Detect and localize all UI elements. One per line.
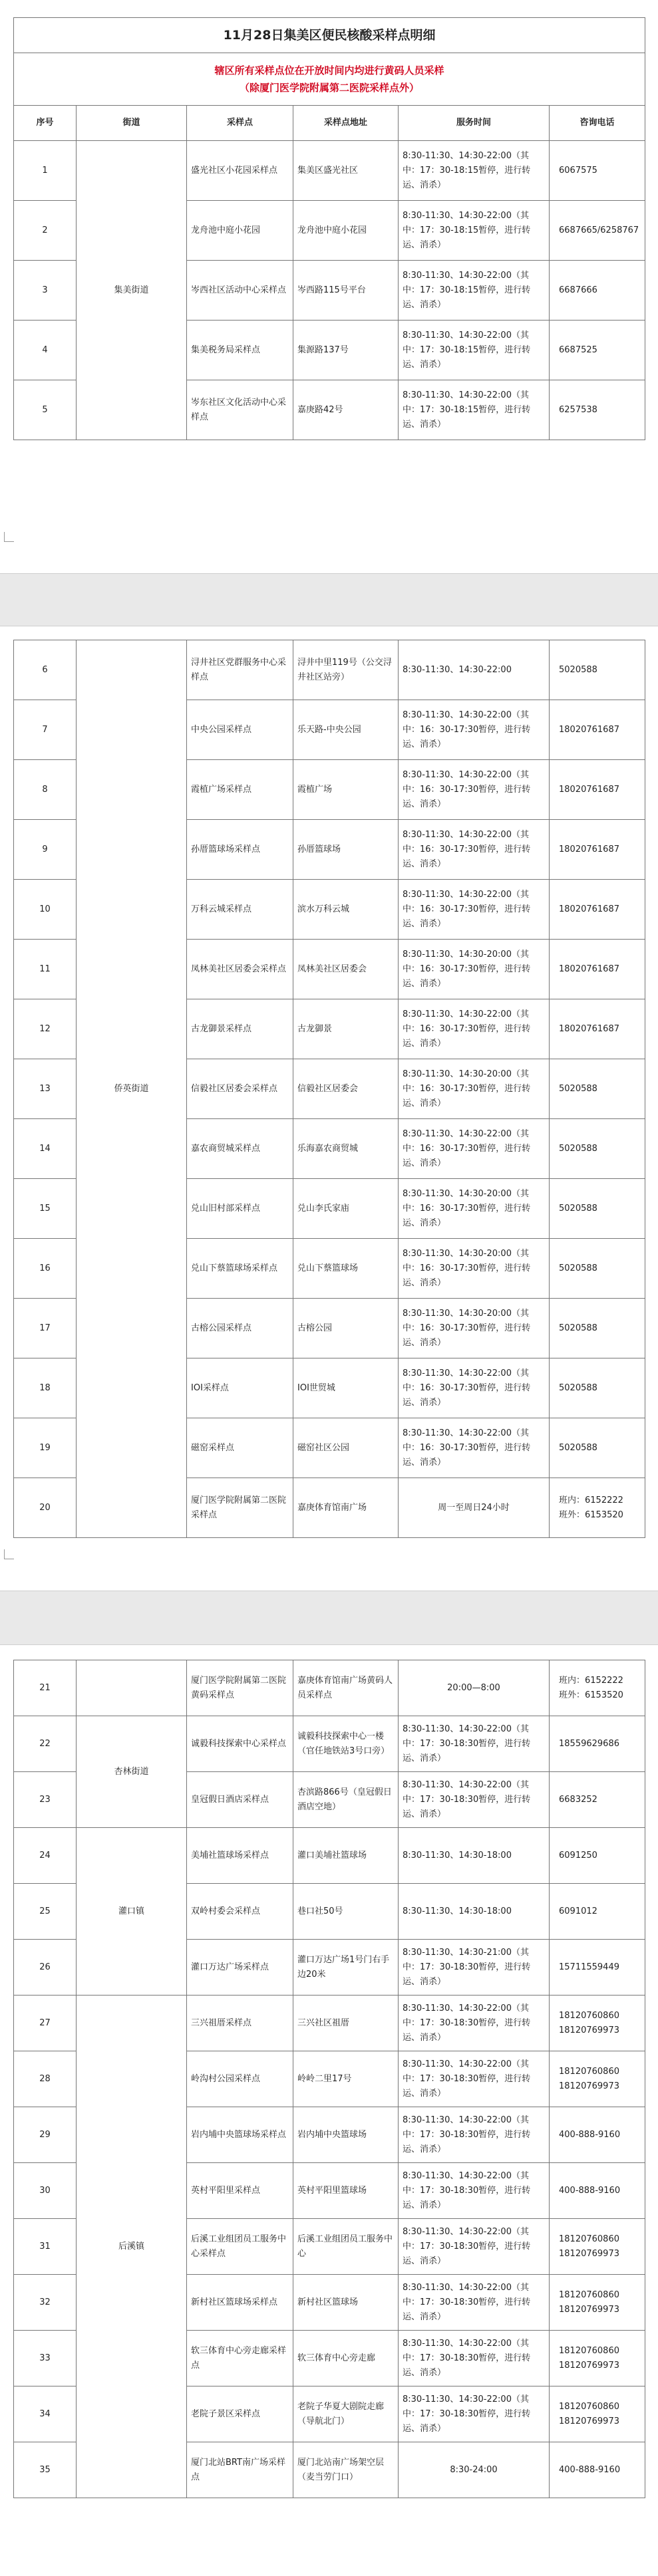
- row-no: 13: [14, 1059, 77, 1119]
- site-cell: 岑东社区文化活动中心采样点: [187, 380, 293, 440]
- site-cell: 厦门医学院附属第二医院采样点: [187, 1478, 293, 1538]
- header-site: 采样点: [187, 106, 293, 141]
- site-cell: IOI采样点: [187, 1358, 293, 1418]
- site-cell: 厦门北站BRT南广场采样点: [187, 2442, 293, 2498]
- phone-cell: 6257538: [550, 380, 645, 440]
- phone-cell: 18020761687: [550, 999, 645, 1059]
- row-no: 23: [14, 1772, 77, 1828]
- address-cell: 后溪工业组团员工服务中心: [293, 2219, 399, 2275]
- phone-cell: 6067575: [550, 141, 645, 201]
- site-cell: 中央公园采样点: [187, 700, 293, 760]
- table-row: [14, 1660, 645, 1716]
- phone-cell: 6687666: [550, 261, 645, 321]
- row-no: 21: [14, 1660, 77, 1716]
- phone-cell: 6687665/6258767: [550, 201, 645, 261]
- address-cell: 灌口万达广场1号门右手边20米: [293, 1940, 399, 1996]
- row-no: 3: [14, 261, 77, 321]
- site-cell: 古榕公园采样点: [187, 1299, 293, 1358]
- notice: [14, 53, 645, 106]
- phone-cell: [550, 2386, 645, 2442]
- phone-cell: 5020588: [550, 1239, 645, 1299]
- address-cell: 杏滨路866号（皇冠假日酒店空地）: [293, 1772, 399, 1828]
- phone-line-2: 18120769973: [559, 2081, 619, 2091]
- row-no: 14: [14, 1119, 77, 1179]
- row-no: 12: [14, 999, 77, 1059]
- time-cell: 周一至周日24小时: [399, 1478, 550, 1538]
- site-cell: 浔井社区党群服务中心采样点: [187, 640, 293, 700]
- site-cell: 双岭村委会采样点: [187, 1884, 293, 1940]
- phone-cell: [550, 1478, 645, 1538]
- phone-cell: 18020761687: [550, 940, 645, 999]
- site-cell: 兑山下蔡篮球场采样点: [187, 1239, 293, 1299]
- page-separator: [0, 573, 658, 626]
- header-address: 采样点地址: [293, 106, 399, 141]
- phone-line-1: 班内：6152222: [559, 1495, 623, 1505]
- row-no: 29: [14, 2107, 77, 2163]
- page-2: [13, 640, 645, 1538]
- phone-cell: 18020761687: [550, 880, 645, 940]
- row-no: 32: [14, 2275, 77, 2331]
- phone-cell: [550, 2331, 645, 2386]
- site-cell: 诚毅科技探索中心采样点: [187, 1716, 293, 1772]
- address-cell: 信毅社区居委会: [293, 1059, 399, 1119]
- time-cell: 8:30-11:30、14:30-22:00（其中：17：30-18:30暂停，进行转运、消杀）: [399, 2275, 550, 2331]
- notice-line-1: 辖区所有采样点位在开放时间内均进行黄码人员采样: [214, 64, 444, 76]
- time-cell: 8:30-11:30、14:30-20:00（其中：16：30-17:30暂停，进行转运、消杀）: [399, 1059, 550, 1119]
- table-header: [14, 106, 645, 141]
- sampling-table-part-3: [13, 1660, 645, 2498]
- phone-line-1: 18120760860: [559, 2289, 619, 2300]
- address-cell: 乐海嘉农商贸城: [293, 1119, 399, 1179]
- address-cell: 英村平阳里篮球场: [293, 2163, 399, 2219]
- phone-line-1: 18120760860: [559, 2010, 619, 2021]
- page-title: 11月28日集美区便民核酸采样点明细: [14, 18, 645, 53]
- address-cell: 厦门北站南广场架空层（麦当劳门口）: [293, 2442, 399, 2498]
- phone-line-2: 18120769973: [559, 2248, 619, 2259]
- site-cell: 岩内埔中央篮球场采样点: [187, 2107, 293, 2163]
- phone-cell: 6091250: [550, 1828, 645, 1884]
- site-cell: 磁窑采样点: [187, 1418, 293, 1478]
- site-cell: 老院子景区采样点: [187, 2386, 293, 2442]
- page-3: [13, 1660, 645, 2498]
- address-cell: 三兴社区祖厝: [293, 1996, 399, 2051]
- header-no: 序号: [14, 106, 77, 141]
- table-row: [14, 640, 645, 700]
- row-no: 2: [14, 201, 77, 261]
- time-cell: 8:30-11:30、14:30-22:00（其中：17：30-18:15暂停，进行转运、消杀）: [399, 141, 550, 201]
- phone-cell: 6683252: [550, 1772, 645, 1828]
- address-cell: 兑山下蔡篮球场: [293, 1239, 399, 1299]
- phone-line-1: 400-888-9160: [559, 2129, 621, 2140]
- row-no: 11: [14, 940, 77, 999]
- row-no: 34: [14, 2386, 77, 2442]
- time-cell: 8:30-24:00: [399, 2442, 550, 2498]
- phone-cell: 5020588: [550, 1179, 645, 1239]
- site-cell: 软三体育中心旁走廊采样点: [187, 2331, 293, 2386]
- phone-cell: 18020761687: [550, 760, 645, 820]
- time-cell: 8:30-11:30、14:30-22:00: [399, 640, 550, 700]
- phone-cell: 5020588: [550, 1418, 645, 1478]
- row-no: 10: [14, 880, 77, 940]
- address-cell: 诚毅科技探索中心一楼（官任地铁站3号口旁）: [293, 1716, 399, 1772]
- street-cell: 后溪镇: [77, 1996, 187, 2498]
- time-cell: 8:30-11:30、14:30-22:00（其中：17：30-18:30暂停，进行转运、消杀）: [399, 1772, 550, 1828]
- address-cell: 古榕公园: [293, 1299, 399, 1358]
- time-cell: 8:30-11:30、14:30-20:00（其中：16：30-17:30暂停，进行转运、消杀）: [399, 1299, 550, 1358]
- address-cell: 兑山李氏家庙: [293, 1179, 399, 1239]
- row-no: 6: [14, 640, 77, 700]
- time-cell: 8:30-11:30、14:30-22:00（其中：16：30-17:30暂停，进行转运、消杀）: [399, 1358, 550, 1418]
- row-no: 22: [14, 1716, 77, 1772]
- time-cell: 8:30-11:30、14:30-22:00（其中：17：30-18:15暂停，进行转运、消杀）: [399, 321, 550, 380]
- row-no: 30: [14, 2163, 77, 2219]
- phone-cell: 18020761687: [550, 700, 645, 760]
- time-cell: 8:30-11:30、14:30-22:00（其中：16：30-17:30暂停，进行转运、消杀）: [399, 1418, 550, 1478]
- time-cell: 20:00—8:00: [399, 1660, 550, 1716]
- site-cell: 皇冠假日酒店采样点: [187, 1772, 293, 1828]
- row-no: 5: [14, 380, 77, 440]
- street-cell: 杏林街道: [77, 1716, 187, 1828]
- address-cell: 嘉庚路42号: [293, 380, 399, 440]
- phone-line-1: 18120760860: [559, 2234, 619, 2244]
- row-no: 26: [14, 1940, 77, 1996]
- street-cell: 灌口镇: [77, 1828, 187, 1996]
- row-no: 35: [14, 2442, 77, 2498]
- sampling-table-part-1: [13, 17, 645, 440]
- street-cell: [77, 1660, 187, 1716]
- address-cell: 龙舟池中庭小花园: [293, 201, 399, 261]
- address-cell: 巷口社50号: [293, 1884, 399, 1940]
- site-cell: 龙舟池中庭小花园: [187, 201, 293, 261]
- time-cell: 8:30-11:30、14:30-22:00（其中：17：30-18:30暂停，进行转运、消杀）: [399, 2386, 550, 2442]
- time-cell: 8:30-11:30、14:30-22:00（其中：17：30-18:30暂停，进行转运、消杀）: [399, 2219, 550, 2275]
- site-cell: 英村平阳里采样点: [187, 2163, 293, 2219]
- phone-cell: [550, 2219, 645, 2275]
- site-cell: 嘉农商贸城采样点: [187, 1119, 293, 1179]
- header-street: 街道: [77, 106, 187, 141]
- time-cell: 8:30-11:30、14:30-21:00（其中：17：30-18:30暂停，进行转运、消杀）: [399, 1940, 550, 1996]
- time-cell: 8:30-11:30、14:30-22:00（其中：16：30-17:30暂停，进行转运、消杀）: [399, 1119, 550, 1179]
- time-cell: 8:30-11:30、14:30-22:00（其中：17：30-18:30暂停，进行转运、消杀）: [399, 2107, 550, 2163]
- phone-cell: 15711559449: [550, 1940, 645, 1996]
- address-cell: 凤林美社区居委会: [293, 940, 399, 999]
- address-cell: 霞植广场: [293, 760, 399, 820]
- phone-cell: 6687525: [550, 321, 645, 380]
- phone-cell: 5020588: [550, 1059, 645, 1119]
- site-cell: 古龙御景采样点: [187, 999, 293, 1059]
- page-1: [13, 17, 645, 440]
- phone-cell: 5020588: [550, 640, 645, 700]
- time-cell: 8:30-11:30、14:30-22:00（其中：16：30-17:30暂停，进行转运、消杀）: [399, 880, 550, 940]
- time-cell: 8:30-11:30、14:30-22:00（其中：17：30-18:15暂停，进行转运、消杀）: [399, 380, 550, 440]
- site-cell: 美埔社篮球场采样点: [187, 1828, 293, 1884]
- time-cell: 8:30-11:30、14:30-22:00（其中：17：30-18:30暂停，进行转运、消杀）: [399, 2331, 550, 2386]
- time-cell: 8:30-11:30、14:30-18:00: [399, 1884, 550, 1940]
- row-no: 33: [14, 2331, 77, 2386]
- table-row: [14, 1716, 645, 1772]
- row-no: 27: [14, 1996, 77, 2051]
- site-cell: 孙厝篮球场采样点: [187, 820, 293, 880]
- phone-cell: [550, 2107, 645, 2163]
- site-cell: 三兴祖厝采样点: [187, 1996, 293, 2051]
- address-cell: 浔井中里119号（公交浔井社区站旁）: [293, 640, 399, 700]
- phone-cell: [550, 2275, 645, 2331]
- phone-line-2: 18120769973: [559, 2304, 619, 2315]
- time-cell: 8:30-11:30、14:30-22:00（其中：17：30-18:30暂停，进行转运、消杀）: [399, 2051, 550, 2107]
- table-row: [14, 141, 645, 201]
- time-cell: 8:30-11:30、14:30-22:00（其中：16：30-17:30暂停，进行转运、消杀）: [399, 820, 550, 880]
- address-cell: 磁窑社区公园: [293, 1418, 399, 1478]
- table-row: [14, 1996, 645, 2051]
- phone-cell: 5020588: [550, 1299, 645, 1358]
- address-cell: 新村社区篮球场: [293, 2275, 399, 2331]
- phone-line-2: 班外：6153520: [559, 1690, 623, 1700]
- address-cell: 集美区盛光社区: [293, 141, 399, 201]
- row-no: 15: [14, 1179, 77, 1239]
- notice-line-2: （除厦门医学院附属第二医院采样点外）: [240, 82, 420, 94]
- phone-cell: [550, 2442, 645, 2498]
- row-no: 20: [14, 1478, 77, 1538]
- address-cell: 古龙御景: [293, 999, 399, 1059]
- time-cell: 8:30-11:30、14:30-20:00（其中：16：30-17:30暂停，进行转运、消杀）: [399, 1239, 550, 1299]
- address-cell: 嘉庚体育馆南广场黄码人员采样点: [293, 1660, 399, 1716]
- site-cell: 集美税务局采样点: [187, 321, 293, 380]
- site-cell: 万科云城采样点: [187, 880, 293, 940]
- address-cell: IOI世贸城: [293, 1358, 399, 1418]
- phone-line-1: 18120760860: [559, 2345, 619, 2356]
- street-cell: 集美街道: [77, 141, 187, 440]
- address-cell: 滨水万科云城: [293, 880, 399, 940]
- address-cell: 孙厝篮球场: [293, 820, 399, 880]
- time-cell: 8:30-11:30、14:30-22:00（其中：17：30-18:30暂停，进行转运、消杀）: [399, 1716, 550, 1772]
- row-no: 18: [14, 1358, 77, 1418]
- site-cell: 岭沟村公园采样点: [187, 2051, 293, 2107]
- address-cell: 岩内埔中央篮球场: [293, 2107, 399, 2163]
- phone-line-1: 班内：6152222: [559, 1675, 623, 1686]
- phone-line-1: 18120760860: [559, 2401, 619, 2412]
- site-cell: 厦门医学院附属第二医院黄码采样点: [187, 1660, 293, 1716]
- site-cell: 后溪工业组团员工服务中心采样点: [187, 2219, 293, 2275]
- row-no: 17: [14, 1299, 77, 1358]
- street-cell: 侨英街道: [77, 640, 187, 1538]
- crop-mark: [4, 532, 14, 542]
- address-cell: 岑西路115号平台: [293, 261, 399, 321]
- row-no: 7: [14, 700, 77, 760]
- time-cell: 8:30-11:30、14:30-20:00（其中：16：30-17:30暂停，进行转运、消杀）: [399, 1179, 550, 1239]
- phone-cell: 5020588: [550, 1119, 645, 1179]
- phone-line-2: 18120769973: [559, 2025, 619, 2035]
- time-cell: 8:30-11:30、14:30-22:00（其中：17：30-18:15暂停，进行转运、消杀）: [399, 261, 550, 321]
- site-cell: 凤林美社区居委会采样点: [187, 940, 293, 999]
- site-cell: 灌口万达广场采样点: [187, 1940, 293, 1996]
- site-cell: 新村社区篮球场采样点: [187, 2275, 293, 2331]
- site-cell: 岑西社区活动中心采样点: [187, 261, 293, 321]
- phone-line-1: 400-888-9160: [559, 2185, 621, 2196]
- row-no: 1: [14, 141, 77, 201]
- time-cell: 8:30-11:30、14:30-22:00（其中：16：30-17:30暂停，进行转运、消杀）: [399, 760, 550, 820]
- row-no: 28: [14, 2051, 77, 2107]
- row-no: 4: [14, 321, 77, 380]
- row-no: 16: [14, 1239, 77, 1299]
- site-cell: 兑山旧村部采样点: [187, 1179, 293, 1239]
- site-cell: 信毅社区居委会采样点: [187, 1059, 293, 1119]
- page-separator: [0, 1591, 658, 1645]
- address-cell: 集源路137号: [293, 321, 399, 380]
- site-cell: 盛光社区小花园采样点: [187, 141, 293, 201]
- row-no: 31: [14, 2219, 77, 2275]
- row-no: 24: [14, 1828, 77, 1884]
- header-phone: 咨询电话: [550, 106, 645, 141]
- time-cell: 8:30-11:30、14:30-22:00（其中：17：30-18:30暂停，进行转运、消杀）: [399, 1996, 550, 2051]
- crop-mark: [4, 1549, 14, 1559]
- address-cell: 软三体育中心旁走廊: [293, 2331, 399, 2386]
- time-cell: 8:30-11:30、14:30-22:00（其中：16：30-17:30暂停，进行转运、消杀）: [399, 700, 550, 760]
- phone-line-2: 18120769973: [559, 2360, 619, 2371]
- row-no: 25: [14, 1884, 77, 1940]
- row-no: 19: [14, 1418, 77, 1478]
- time-cell: 8:30-11:30、14:30-22:00（其中：16：30-17:30暂停，进行转运、消杀）: [399, 999, 550, 1059]
- phone-cell: [550, 2163, 645, 2219]
- row-no: 9: [14, 820, 77, 880]
- address-cell: 老院子华夏大剧院走廊（导航北门）: [293, 2386, 399, 2442]
- phone-cell: [550, 1996, 645, 2051]
- phone-line-2: 18120769973: [559, 2416, 619, 2426]
- phone-cell: 6091012: [550, 1884, 645, 1940]
- row-no: 8: [14, 760, 77, 820]
- sampling-table-part-2: [13, 640, 645, 1538]
- phone-line-2: 班外：6153520: [559, 1509, 623, 1520]
- site-cell: 霞植广场采样点: [187, 760, 293, 820]
- time-cell: 8:30-11:30、14:30-20:00（其中：16：30-17:30暂停，进行转运、消杀）: [399, 940, 550, 999]
- time-cell: 8:30-11:30、14:30-22:00（其中：17：30-18:30暂停，进行转运、消杀）: [399, 2163, 550, 2219]
- table-row: [14, 1828, 645, 1884]
- address-cell: 灌口美埔社篮球场: [293, 1828, 399, 1884]
- time-cell: 8:30-11:30、14:30-18:00: [399, 1828, 550, 1884]
- address-cell: 岭岭二里17号: [293, 2051, 399, 2107]
- phone-cell: 18559629686: [550, 1716, 645, 1772]
- time-cell: 8:30-11:30、14:30-22:00（其中：17：30-18:15暂停，进行转运、消杀）: [399, 201, 550, 261]
- address-cell: 嘉庚体育馆南广场: [293, 1478, 399, 1538]
- phone-line-1: 400-888-9160: [559, 2464, 621, 2475]
- phone-cell: [550, 1660, 645, 1716]
- phone-cell: 18020761687: [550, 820, 645, 880]
- phone-cell: 5020588: [550, 1358, 645, 1418]
- phone-cell: [550, 2051, 645, 2107]
- header-time: 服务时间: [399, 106, 550, 141]
- address-cell: 乐天路-中央公园: [293, 700, 399, 760]
- phone-line-1: 18120760860: [559, 2066, 619, 2077]
